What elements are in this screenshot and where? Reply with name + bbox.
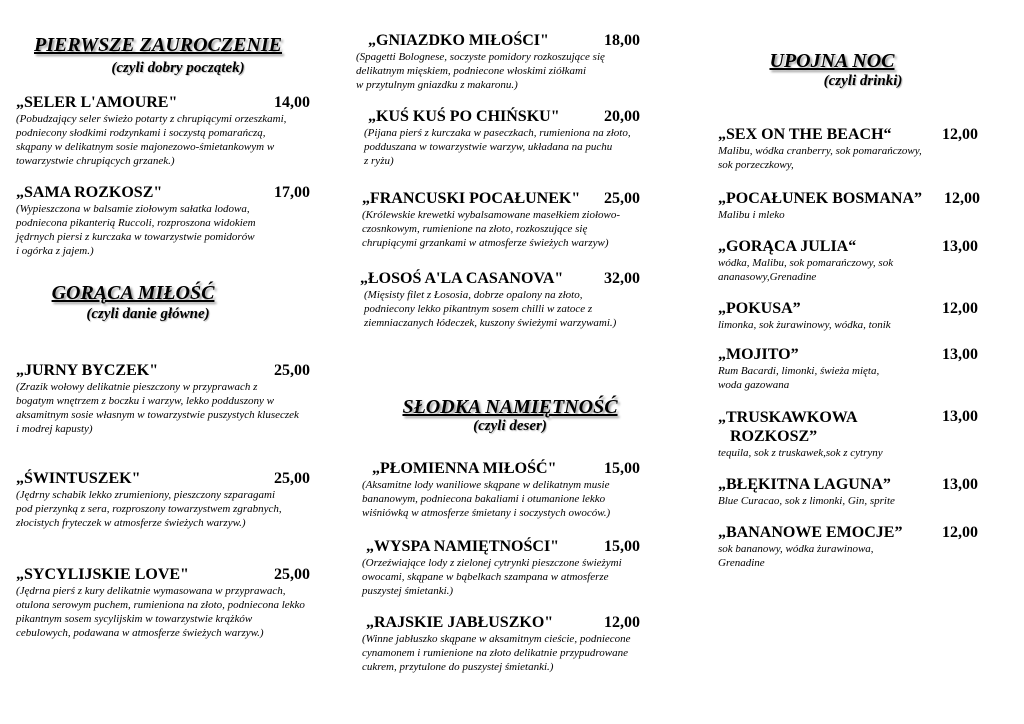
item-description: (Orzeźwiające lody z zielonej cytrynki pieszczone świeżymi owocami, skąpane w bąbelkach szampana w atmosferze puszystej śmietanki.) <box>362 557 622 597</box>
item-price: 18,00 <box>604 32 640 49</box>
item-name: „RAJSKIE JABŁUSZKO" <box>366 614 554 631</box>
menu-item <box>718 408 1014 460</box>
item-name: „BANANOWE EMOCJE” <box>718 524 903 541</box>
section-subtitle-mains: (czyli danie główne) <box>86 306 210 322</box>
menu-item <box>364 108 674 168</box>
item-name: „SYCYLIJSKIE LOVE" <box>16 566 189 583</box>
section-subtitle-drinks: (czyli drinki) <box>823 73 903 89</box>
menu-item <box>16 470 346 530</box>
item-name: „POCAŁUNEK BOSMANA” <box>718 190 923 207</box>
item-description: (Jędrny schabik lekko zrumieniony, pieszczony szparagami pod pierzynką z sera, rozproszony towarzystwem zgrabnych, złocistych fryteczek w atmosferze świeżych warzyw.) <box>16 489 282 529</box>
item-price: 15,00 <box>604 460 640 477</box>
item-description: Blue Curacao, sok z limonki, Gin, sprite <box>718 495 895 507</box>
item-description: (Aksamitne lody waniliowe skąpane w delikatnym musie bananowym, podniecona bakaliami i otumanione lekko wiśniówką w atmosferze śmietany i soczystych owoców.) <box>362 479 611 519</box>
menu-item <box>362 538 672 598</box>
section-title-starters: PIERWSZE ZAUROCZENIE <box>33 34 283 56</box>
item-name: „ŚWINTUSZEK" <box>16 470 141 487</box>
item-price: 13,00 <box>942 408 978 425</box>
menu-item <box>16 362 346 436</box>
menu-item <box>360 270 670 330</box>
menu-item <box>362 460 672 520</box>
item-price: 25,00 <box>604 190 640 207</box>
menu-item <box>356 32 676 92</box>
item-price: 12,00 <box>942 300 978 317</box>
item-description: (Winne jabłuszko skąpane w aksamitnym cieście, podniecone cynamonem i rumienione na złoto delikatnie przypudrowane cukrem, przytulone do puszystej śmietanki.) <box>362 633 631 673</box>
item-price: 32,00 <box>604 270 640 287</box>
item-price: 13,00 <box>942 346 978 363</box>
menu-item <box>718 346 1014 392</box>
item-description: (Jędrna pierś z kury delikatnie wymasowana w przyprawach, otulona serowym puchem, rumieniona na złoto, podniecona lekko pikantnym sosem sycylijskim w towarzystwie krążków cebulowych, podawana w atmosferze świeżych warzyw.) <box>16 585 305 639</box>
item-price: 14,00 <box>274 94 310 111</box>
item-description: Malibu i mleko <box>718 209 785 221</box>
item-name: „SAMA ROZKOSZ" <box>16 184 163 201</box>
item-name: „FRANCUSKI POCAŁUNEK" <box>362 190 581 207</box>
item-name: „KUŚ KUŚ PO CHIŃSKU" <box>368 108 560 125</box>
item-name: „SELER L'AMOURE" <box>16 94 178 111</box>
section-title-mains: GORĄCA MIŁOŚĆ <box>51 282 215 304</box>
item-description: Rum Bacardi, limonki, świeża mięta, woda gazowana <box>718 365 880 391</box>
item-price: 13,00 <box>942 238 978 255</box>
item-price: 12,00 <box>942 126 978 143</box>
menu-item <box>718 476 1014 508</box>
section-subtitle-desserts: (czyli deser) <box>473 418 547 434</box>
menu-item <box>16 566 346 640</box>
item-price: 20,00 <box>604 108 640 125</box>
menu-item <box>718 300 1014 332</box>
section-title-drinks: UPOJNA NOC <box>769 50 895 72</box>
item-price: 12,00 <box>942 524 978 541</box>
menu-item <box>362 190 672 250</box>
menu-item <box>16 94 336 168</box>
item-price: 13,00 <box>942 476 978 493</box>
item-description: (Mięsisty filet z Łososia, dobrze opalony na złoto, podniecony lekko pikantnym sosem chilli w zatoce z ziemniaczanych łódeczek, kuszony świeżymi warzywami.) <box>364 289 617 329</box>
item-price: 25,00 <box>274 362 310 379</box>
menu-item <box>718 126 1014 172</box>
section-title-desserts: SŁODKA NAMIĘTNOŚĆ <box>402 396 618 418</box>
item-name: „GNIAZDKO MIŁOŚCI" <box>368 32 549 49</box>
menu-item <box>16 184 336 258</box>
item-name: „MOJITO” <box>718 346 799 363</box>
item-name: „BŁĘKITNA LAGUNA” <box>718 476 891 493</box>
item-price: 25,00 <box>274 566 310 583</box>
item-price: 15,00 <box>604 538 640 555</box>
item-description: (Wypieszczona w balsamie ziołowym sałatka lodowa, podniecona pikanterią Ruccoli, rozproszona widokiem jędrnych piersi z kurczaka w towarzystwie pomidorów i ogórka z jajem.) <box>16 203 256 257</box>
menu-item <box>718 238 1014 284</box>
menu-item <box>362 614 672 674</box>
item-price: 17,00 <box>274 184 310 201</box>
item-name: „POKUSA” <box>718 300 801 317</box>
item-description: (Pobudzający seler świeżo potarty z chrupiącymi orzeszkami, podniecony słodkimi rodzynkami i soczystą pomarańczą, skąpany w delikatnym sosie majonezowo-śmietankowym w towarzystwie chrupiących grzanek.) <box>16 113 287 167</box>
item-price: 12,00 <box>944 190 980 207</box>
item-description: (Spagetti Bolognese, soczyste pomidory rozkoszujące się delikatnym mięskiem, podniecone włoskimi ziółkami w przytulnym gniazdku z makaronu.) <box>356 51 605 91</box>
item-name: „JURNY BYCZEK" <box>16 362 159 379</box>
item-description: (Królewskie krewetki wybalsamowane masełkiem ziołowo- czosnkowym, rumienione na złoto, rozkoszujące się chrupiącymi grzankami w atmosferze świeżych warzyw) <box>362 209 621 249</box>
item-name: „ŁOSOŚ A'LA CASANOVA" <box>360 270 564 287</box>
item-price: 25,00 <box>274 470 310 487</box>
item-description: sok bananowy, wódka żurawinowa, Grenadine <box>718 543 874 569</box>
item-description: wódka, Malibu, sok pomarańczowy, sok ananasowy,Grenadine <box>718 257 894 283</box>
item-name: „PŁOMIENNA MIŁOŚĆ" <box>372 460 557 477</box>
item-price: 12,00 <box>604 614 640 631</box>
item-description: (Pijana pierś z kurczaka w paseczkach, rumieniona na złoto, podduszana w towarzystwie warzyw, układana na puchu z ryżu) <box>364 127 631 167</box>
menu-item <box>718 524 1014 570</box>
section-subtitle-starters: (czyli dobry początek) <box>111 60 245 76</box>
item-name: „WYSPA NAMIĘTNOŚCI" <box>366 538 560 555</box>
item-description: (Zrazik wołowy delikatnie pieszczony w przyprawach z bogatym wnętrzem z boczku i warzyw, lekko podduszony w aksamitnym sosie własnym w towarzystwie puszystych kluseczek i modrej kapusty) <box>16 381 299 435</box>
item-description: Malibu, wódka cranberry, sok pomarańczowy, sok porzeczkowy, <box>718 145 922 171</box>
item-name: „TRUSKAWKOWA ROZKOSZ” <box>718 409 858 445</box>
item-description: tequila, sok z truskawek,sok z cytryny <box>718 447 883 459</box>
menu-item <box>718 190 1014 222</box>
item-name: „GORĄCA JULIA“ <box>718 238 857 255</box>
item-description: limonka, sok żurawinowy, wódka, tonik <box>718 319 891 331</box>
item-name: „SEX ON THE BEACH“ <box>718 126 892 143</box>
